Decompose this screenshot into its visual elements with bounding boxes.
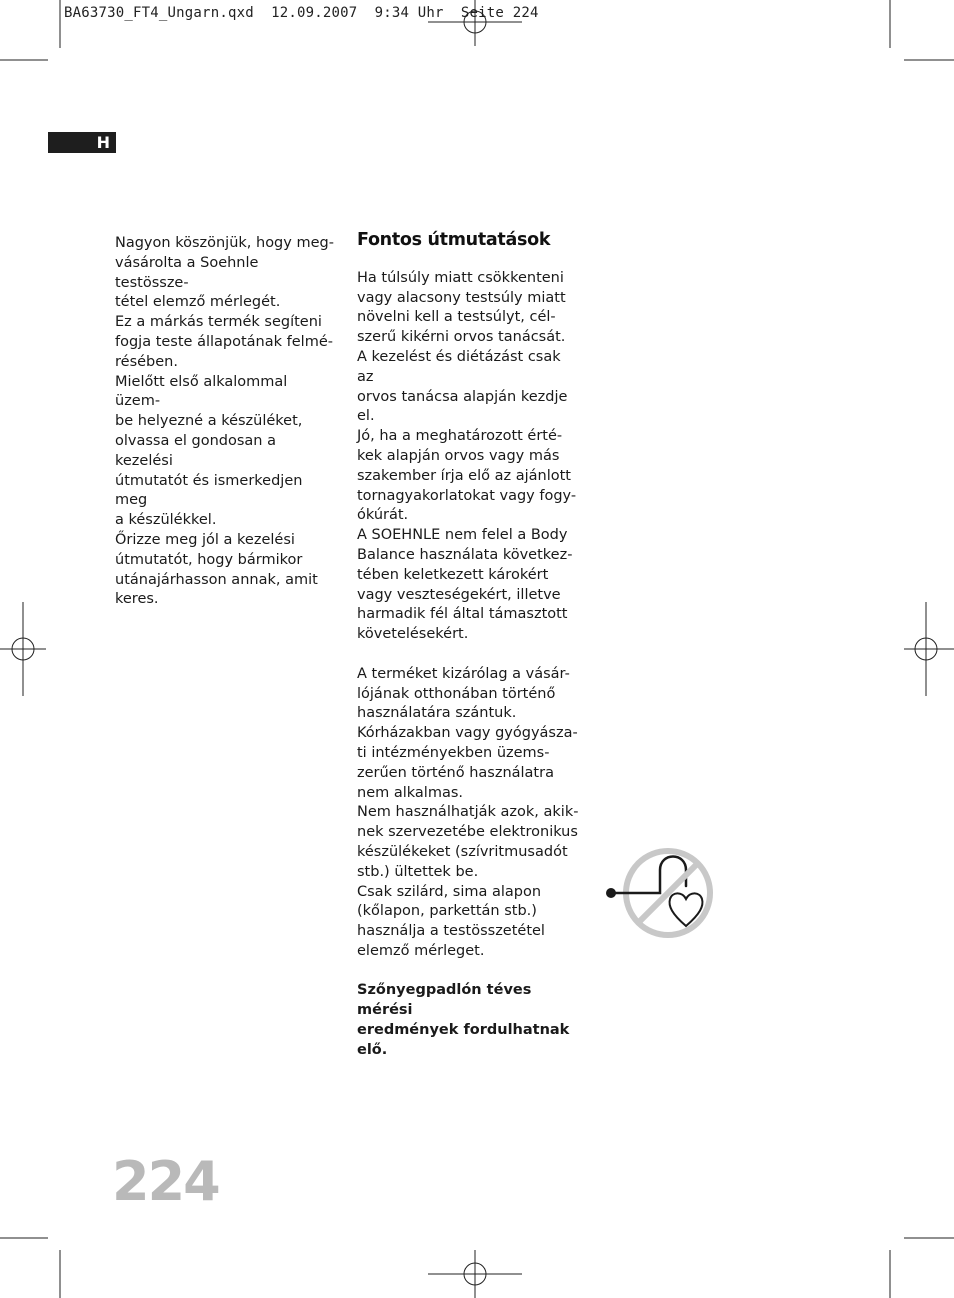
intro-paragraph: Nagyon köszönjük, hogy meg- vásárolta a Soehnle testössze- tétel elemző mérlegét. bbox=[115, 235, 334, 311]
instruction-paragraph: Ha túlsúly miatt csökkenteni vagy alacsony testsúly miatt növelni kell a testsúlyt, cél- szerű kikérni orvos tanácsát. bbox=[357, 269, 566, 346]
language-tab bbox=[48, 132, 116, 153]
instruction-paragraph: A kezelést és diétázást csak az orvos tanácsa alapján kezdje el. bbox=[357, 348, 568, 425]
instructions-column bbox=[357, 231, 579, 1061]
intro-paragraph: Őrizze meg jól a kezelési útmutatót, hogy bármikor utánajárhasson annak, amit keres. bbox=[115, 531, 318, 608]
instruction-paragraph: A SOEHNLE nem felel a Body Balance használata következ- tében keletkezett károkért vagy veszteségekért, illetve harmadik fél által támasztott követelésekért. bbox=[357, 527, 573, 643]
instruction-paragraph: Jó, ha a meghatározott érté- kek alapján orvos vagy más szakember írja elő az ajánlott tornagyakorlatokat vagy fogy- ókúrát. bbox=[357, 428, 577, 524]
intro-paragraph: Ez a márkás termék segíteni fogja teste állapotának felmé- résében. bbox=[115, 314, 333, 370]
carpet-warning: Szőnyegpadlón téves mérési eredmények fordulhatnak elő. bbox=[357, 982, 570, 1058]
instruction-paragraph: Csak szilárd, sima alapon (kőlapon, parkettán stb.) használja a testösszetétel elemző mérleget. bbox=[357, 883, 545, 959]
print-slug-line: BA63730_FT4_Ungarn.qxd 12.09.2007 9:34 Uhr Seite 224 bbox=[64, 5, 539, 21]
paragraph-gap bbox=[357, 645, 579, 665]
page-number: 224 bbox=[112, 1150, 219, 1213]
intro-paragraph: Mielőtt első alkalommal üzem- be helyezné a készüléket, olvassa el gondosan a kezelési útmutatót és ismerkedjen meg a készülékkel. bbox=[115, 373, 303, 529]
paragraph-gap bbox=[357, 962, 579, 982]
instruction-paragraph: Kórházakban vagy gyógyásza- ti intézményekben üzems- zerűen történő használatra nem alkalmas. bbox=[357, 725, 578, 801]
language-tab-label: H bbox=[96, 133, 110, 152]
intro-column bbox=[115, 234, 335, 610]
instruction-paragraph: A terméket kizárólag a vásár- lójának otthonában történő használatára szántuk. bbox=[357, 665, 570, 722]
section-heading: Fontos útmutatások bbox=[357, 230, 551, 250]
no-pacemaker-icon bbox=[602, 846, 718, 942]
instruction-paragraph: Nem használhatják azok, akik- nek szervezetébe elektronikus készülékeket (szívritmusadót stb.) ültettek be. bbox=[357, 804, 579, 880]
